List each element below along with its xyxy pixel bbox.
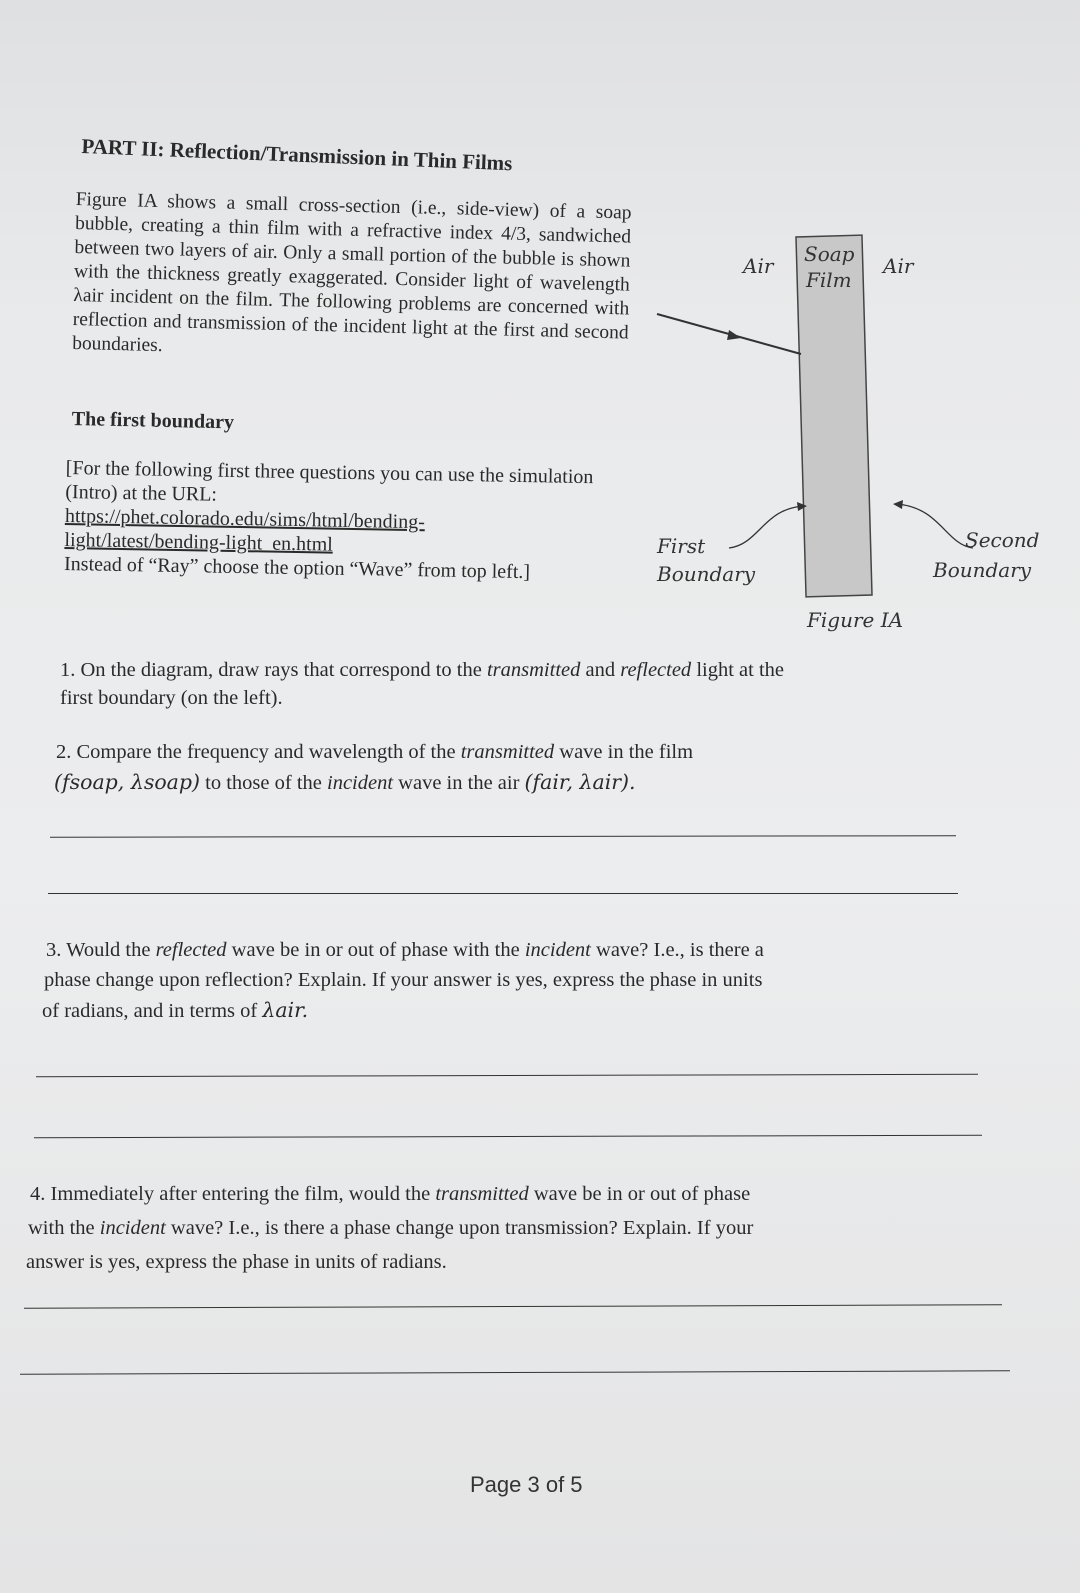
q1-text: 1. On the diagram, draw rays that correspond to the <box>60 659 487 681</box>
label-first-boundary: Boundary <box>657 562 756 586</box>
q1-text-and: and <box>580 659 621 681</box>
simulation-note <box>64 456 606 585</box>
q4-emphasis-incident: incident <box>99 1217 166 1239</box>
q2-air-quantities: (fair, λair). <box>524 770 636 794</box>
first-boundary-leader <box>729 506 805 548</box>
q2-text: 2. Compare the frequency and wavelength of the <box>56 741 461 763</box>
answer-line-q2-1[interactable] <box>50 835 956 838</box>
intro-paragraph: Figure IA shows a small cross-section (i.e., side-view) of a soap bubble, creating a thin film with a refractive index 4/3, sandwiched between two layers of air. Only a small portion of the bubble is shown with the thickness greatly exaggerated. Consider light of wavelength λair incident on the film. The following problems are concerned with reflection and transmission of the incident light at the first and second boundaries. <box>71 188 632 357</box>
label-air-right: Air <box>883 254 914 278</box>
answer-line-q4-2[interactable] <box>20 1370 1010 1374</box>
question-3-line3 <box>42 996 308 1025</box>
label-film: Film <box>806 268 852 292</box>
q3-text: 3. Would the <box>46 939 156 961</box>
question-1-line2: first boundary (on the left). <box>60 687 283 709</box>
label-soap: Soap <box>804 242 855 266</box>
q4-emphasis-transmitted: transmitted <box>435 1183 529 1205</box>
question-3 <box>46 936 764 964</box>
label-air-left: Air <box>743 254 774 278</box>
question-2 <box>56 738 693 766</box>
q3-line3-text: of radians, and in terms of <box>42 1000 263 1022</box>
answer-line-q3-2[interactable] <box>34 1135 982 1138</box>
q2-emphasis-incident: incident <box>327 772 394 794</box>
question-3-line2: phase change upon reflection? Explain. If your answer is yes, express the phase in units <box>44 969 763 991</box>
label-second: Second <box>965 528 1040 552</box>
q2-text-end: wave in the film <box>554 741 694 763</box>
answer-line-q4-1[interactable] <box>24 1304 1002 1308</box>
incident-ray-arrowhead <box>727 330 741 340</box>
figure-caption: Figure IA <box>807 608 904 632</box>
thin-film-diagram <box>655 232 1080 652</box>
note-text: [For the following first three questions you can use the simulation (Intro) at the URL: <box>65 456 594 506</box>
q4-text: 4. Immediately after entering the film, would the <box>30 1183 436 1205</box>
q1-emphasis-reflected: reflected <box>620 659 692 681</box>
q2-emphasis-transmitted: transmitted <box>460 741 555 763</box>
label-first: First <box>657 534 706 558</box>
q3-text-end: wave? I.e., is there a <box>590 939 764 961</box>
label-second-boundary: Boundary <box>933 558 1032 582</box>
question-2-line2 <box>54 768 636 797</box>
q2-text-mid: to those of the <box>200 772 327 794</box>
q3-emphasis-reflected: reflected <box>155 939 227 961</box>
simulation-url-line2[interactable]: light/latest/bending-light_en.html <box>64 528 333 556</box>
figure-ia <box>655 232 1080 652</box>
q1-text-end: light at the <box>691 659 784 681</box>
question-4-line2 <box>28 1214 753 1242</box>
second-boundary-leader <box>897 504 973 548</box>
q3-lambda-air: λair. <box>262 998 309 1022</box>
answer-line-q2-2[interactable] <box>48 893 958 894</box>
subheading-first-boundary: The first boundary <box>71 408 235 434</box>
q4-line2-end: wave? I.e., is there a phase change upon transmission? Explain. If your <box>165 1217 754 1239</box>
answer-line-q3-1[interactable] <box>36 1074 978 1077</box>
q4-line2-text: with the <box>28 1217 100 1239</box>
q3-text-mid: wave be in or out of phase with the <box>226 939 525 961</box>
second-boundary-leader-arrow <box>893 500 903 509</box>
q2-soap-quantities: (fsoap, λsoap) <box>54 770 201 794</box>
page-number: Page 3 of 5 <box>470 1472 583 1497</box>
q3-emphasis-incident: incident <box>524 939 591 961</box>
section-heading: PART II: Reflection/Transmission in Thin Films <box>81 134 513 176</box>
q2-text-air: wave in the air <box>393 772 525 794</box>
question-1 <box>60 656 784 684</box>
q4-text-end: wave be in or out of phase <box>528 1183 751 1205</box>
question-4 <box>30 1180 750 1208</box>
q1-emphasis-transmitted: transmitted <box>486 659 581 681</box>
note-instruction: Instead of “Ray” choose the option “Wave” from top left.] <box>63 552 531 584</box>
question-4-line3: answer is yes, express the phase in units of radians. <box>26 1251 447 1273</box>
simulation-url-line1[interactable]: https://phet.colorado.edu/sims/html/bending- <box>64 504 426 534</box>
